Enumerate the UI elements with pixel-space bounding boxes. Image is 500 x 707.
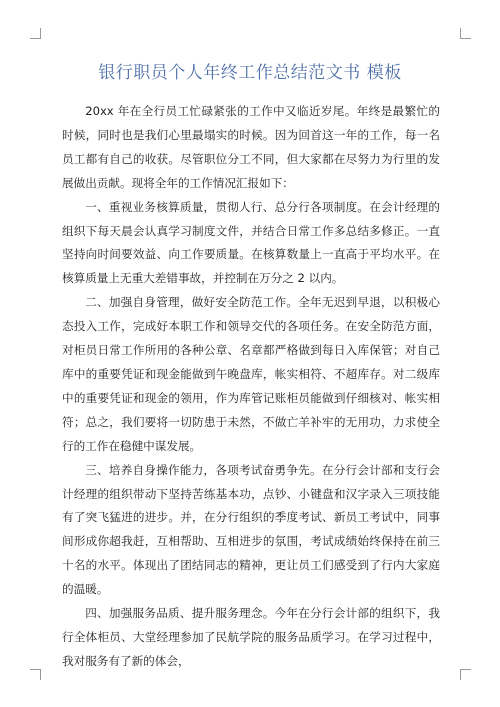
paragraph-accounting-quality: 一、重视业务核算质量，贯彻人行、总分行各项制度。在会计经理的组织下每天晨会认真学习制度文件，并结合日常工作多总结多修正。一直坚持向时间要效益、向工作要质量。在核算数量上一直高于平均水平。在核算质量上无重大差错事故，并控制在万分之 2 以内。	[62, 199, 440, 286]
paragraph-service-quality: 四、加强服务品质、提升服务理念。今年在分行会计部的组织下，我行全体柜员、大堂经理参加了民航学院的服务品质学习。在学习过程中，我对服务有了新的体会，	[62, 606, 440, 668]
document-title: 银行职员个人年终工作总结范文书 模板	[98, 63, 402, 83]
paragraph-skills-training: 三、培养自身操作能力，各项考试奋勇争先。在分行会计部和支行会计经理的组织带动下坚持苦练基本功，点钞、小键盘和汉字录入三项技能有了突飞猛进的进步。并，在分行组织的季度考试、新员工考试中，同事间形成你超我赶，互相帮助、互相进步的氛围，考试成绩始终保持在前三十名的水平。体现出了团结同志的精神，更让员工们感受到了行内大家庭的温暖。	[62, 462, 440, 597]
crop-mark-bottom-right	[460, 669, 471, 680]
paragraph-intro: 20xx 年在全行员工忙碌紧张的工作中又临近岁尾。年终是最繁忙的时候，同时也是我们心里最塌实的时候。因为回首这一年的工作，每一名员工都有自己的收获。尽管职位分工不同，但大家都在尽努力为行里的发展做出贡献。现将全年的工作情况汇报如下：	[62, 104, 440, 190]
paragraph-self-management: 二、加强自身管理，做好安全防范工作。全年无迟到早退，以积极心态投入工作，完成好本职工作和领导交代的各项任务。在安全防范方面，对柜员日常工作所用的各种公章、名章都严格做到每日入库保管；对自己库中的重要凭证和现金能做到午晚盘库，帐实相符、不超库存。对二级库中的重要凭证和现金的领用，作为库管记账柜员能做到仔细核对、帐实相符；总之，我们要将一切防患于未然，不做亡羊补牢的无用功，力求使全行的工作在稳健中谋发展。	[62, 295, 440, 453]
crop-mark-bottom-left	[30, 669, 41, 680]
crop-mark-top-left	[30, 28, 41, 39]
document-body	[62, 100, 440, 674]
crop-mark-top-right	[460, 28, 471, 39]
